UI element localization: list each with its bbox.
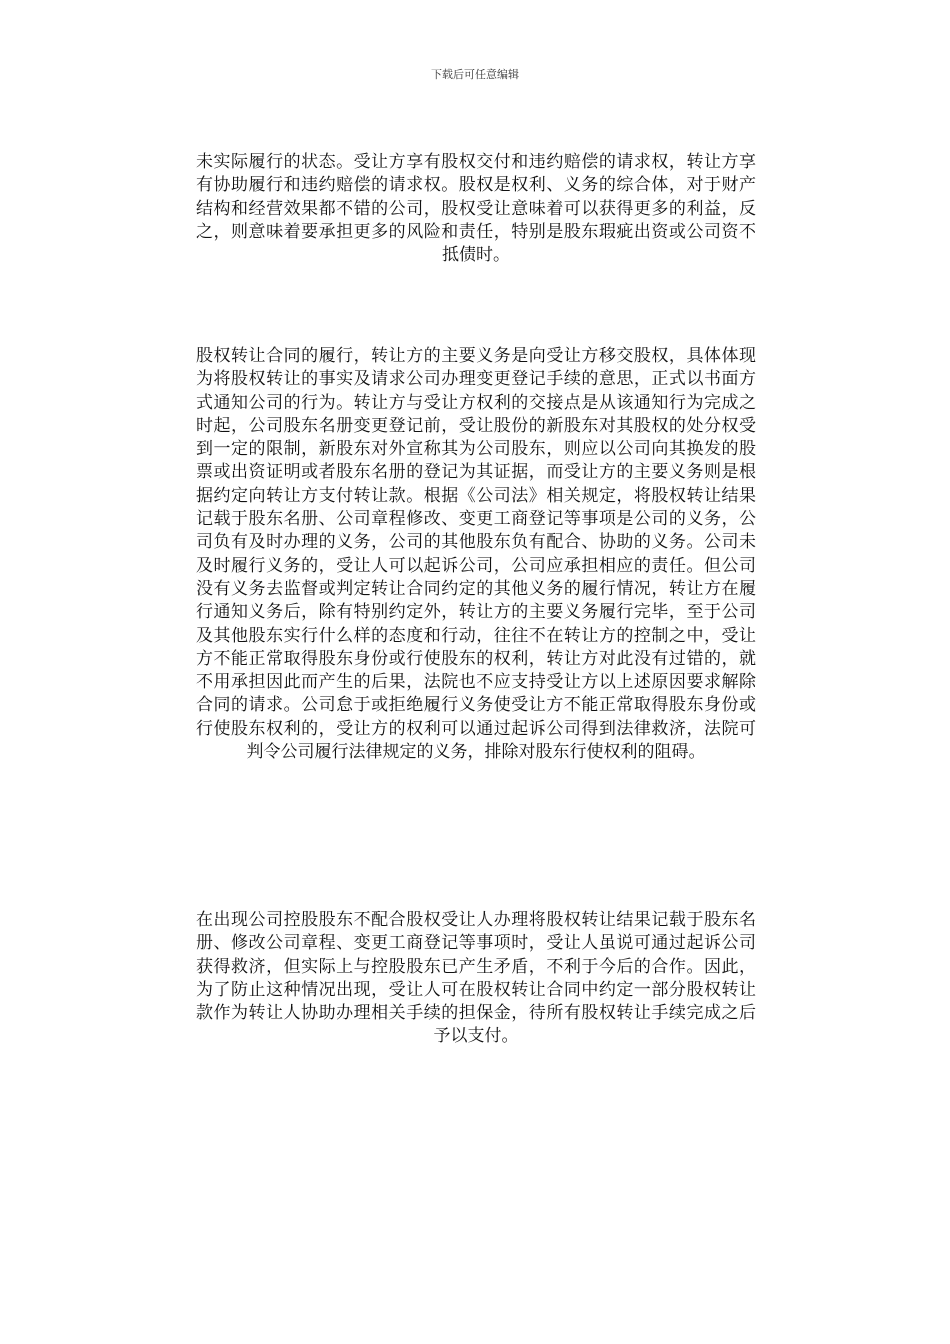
paragraph-1: 未实际履行的状态。受让方享有股权交付和违约赔偿的请求权，转让方享有协助履行和违约赔偿的请求权。股权是权利、义务的综合体，对于财产结构和经营效果都不错的公司，股权受让意味着可以获得更多的利益，反之，则意味着要承担更多的风险和责任，特别是股东瑕疵出资或公司资不抵债时。 (196, 152, 756, 266)
header-note: 下载后可任意编辑 (431, 68, 519, 81)
paragraph-3: 在出现公司控股股东不配合股权受让人办理将股权转让结果记载于股东名册、修改公司章程、变更工商登记等事项时，受让人虽说可通过起诉公司获得救济，但实际上与控股股东已产生矛盾，不利于今后的合作。因此，为了防止这种情况出现，受让人可在股权转让合同中约定一部分股权转让款作为转让人协助办理相关手续的担保金，待所有股权转让手续完成之后予以支付。 (196, 910, 756, 1047)
paragraph-2: 股权转让合同的履行，转让方的主要义务是向受让方移交股权，具体体现为将股权转让的事实及请求公司办理变更登记手续的意思，正式以书面方式通知公司的行为。转让方与受让方权利的交接点是从该通知行为完成之时起，公司股东名册变更登记前，受让股份的新股东对其股权的处分权受到一定的限制，新股东对外宣称其为公司股东，则应以公司向其换发的股票或出资证明或者股东名册的登记为其证据，而受让方的主要义务则是根据约定向转让方支付转让款。根据《公司法》相关规定，将股权转让结果记载于股东名册、公司章程修改、变更工商登记等事项是公司的义务，公司负有及时办理的义务，公司的其他股东负有配合、协助的义务。公司未及时履行义务的，受让人可以起诉公司，公司应承担相应的责任。但公司没有义务去监督或判定转让合同约定的其他义务的履行情况，转让方在履行通知义务后，除有特别约定外，转让方的主要义务履行完毕，至于公司及其他股东实行什么样的态度和行动，往往不在转让方的控制之中，受让方不能正常取得股东身份或行使股东的权利，转让方对此没有过错的，就不用承担因此而产生的后果，法院也不应支持受让方以上述原因要求解除合同的请求。公司怠于或拒绝履行义务使受让方不能正常取得股东身份或行使股东权利的，受让方的权利可以通过起诉公司得到法律救济，法院可判令公司履行法律规定的义务，排除对股东行使权利的阻碍。 (196, 346, 756, 763)
